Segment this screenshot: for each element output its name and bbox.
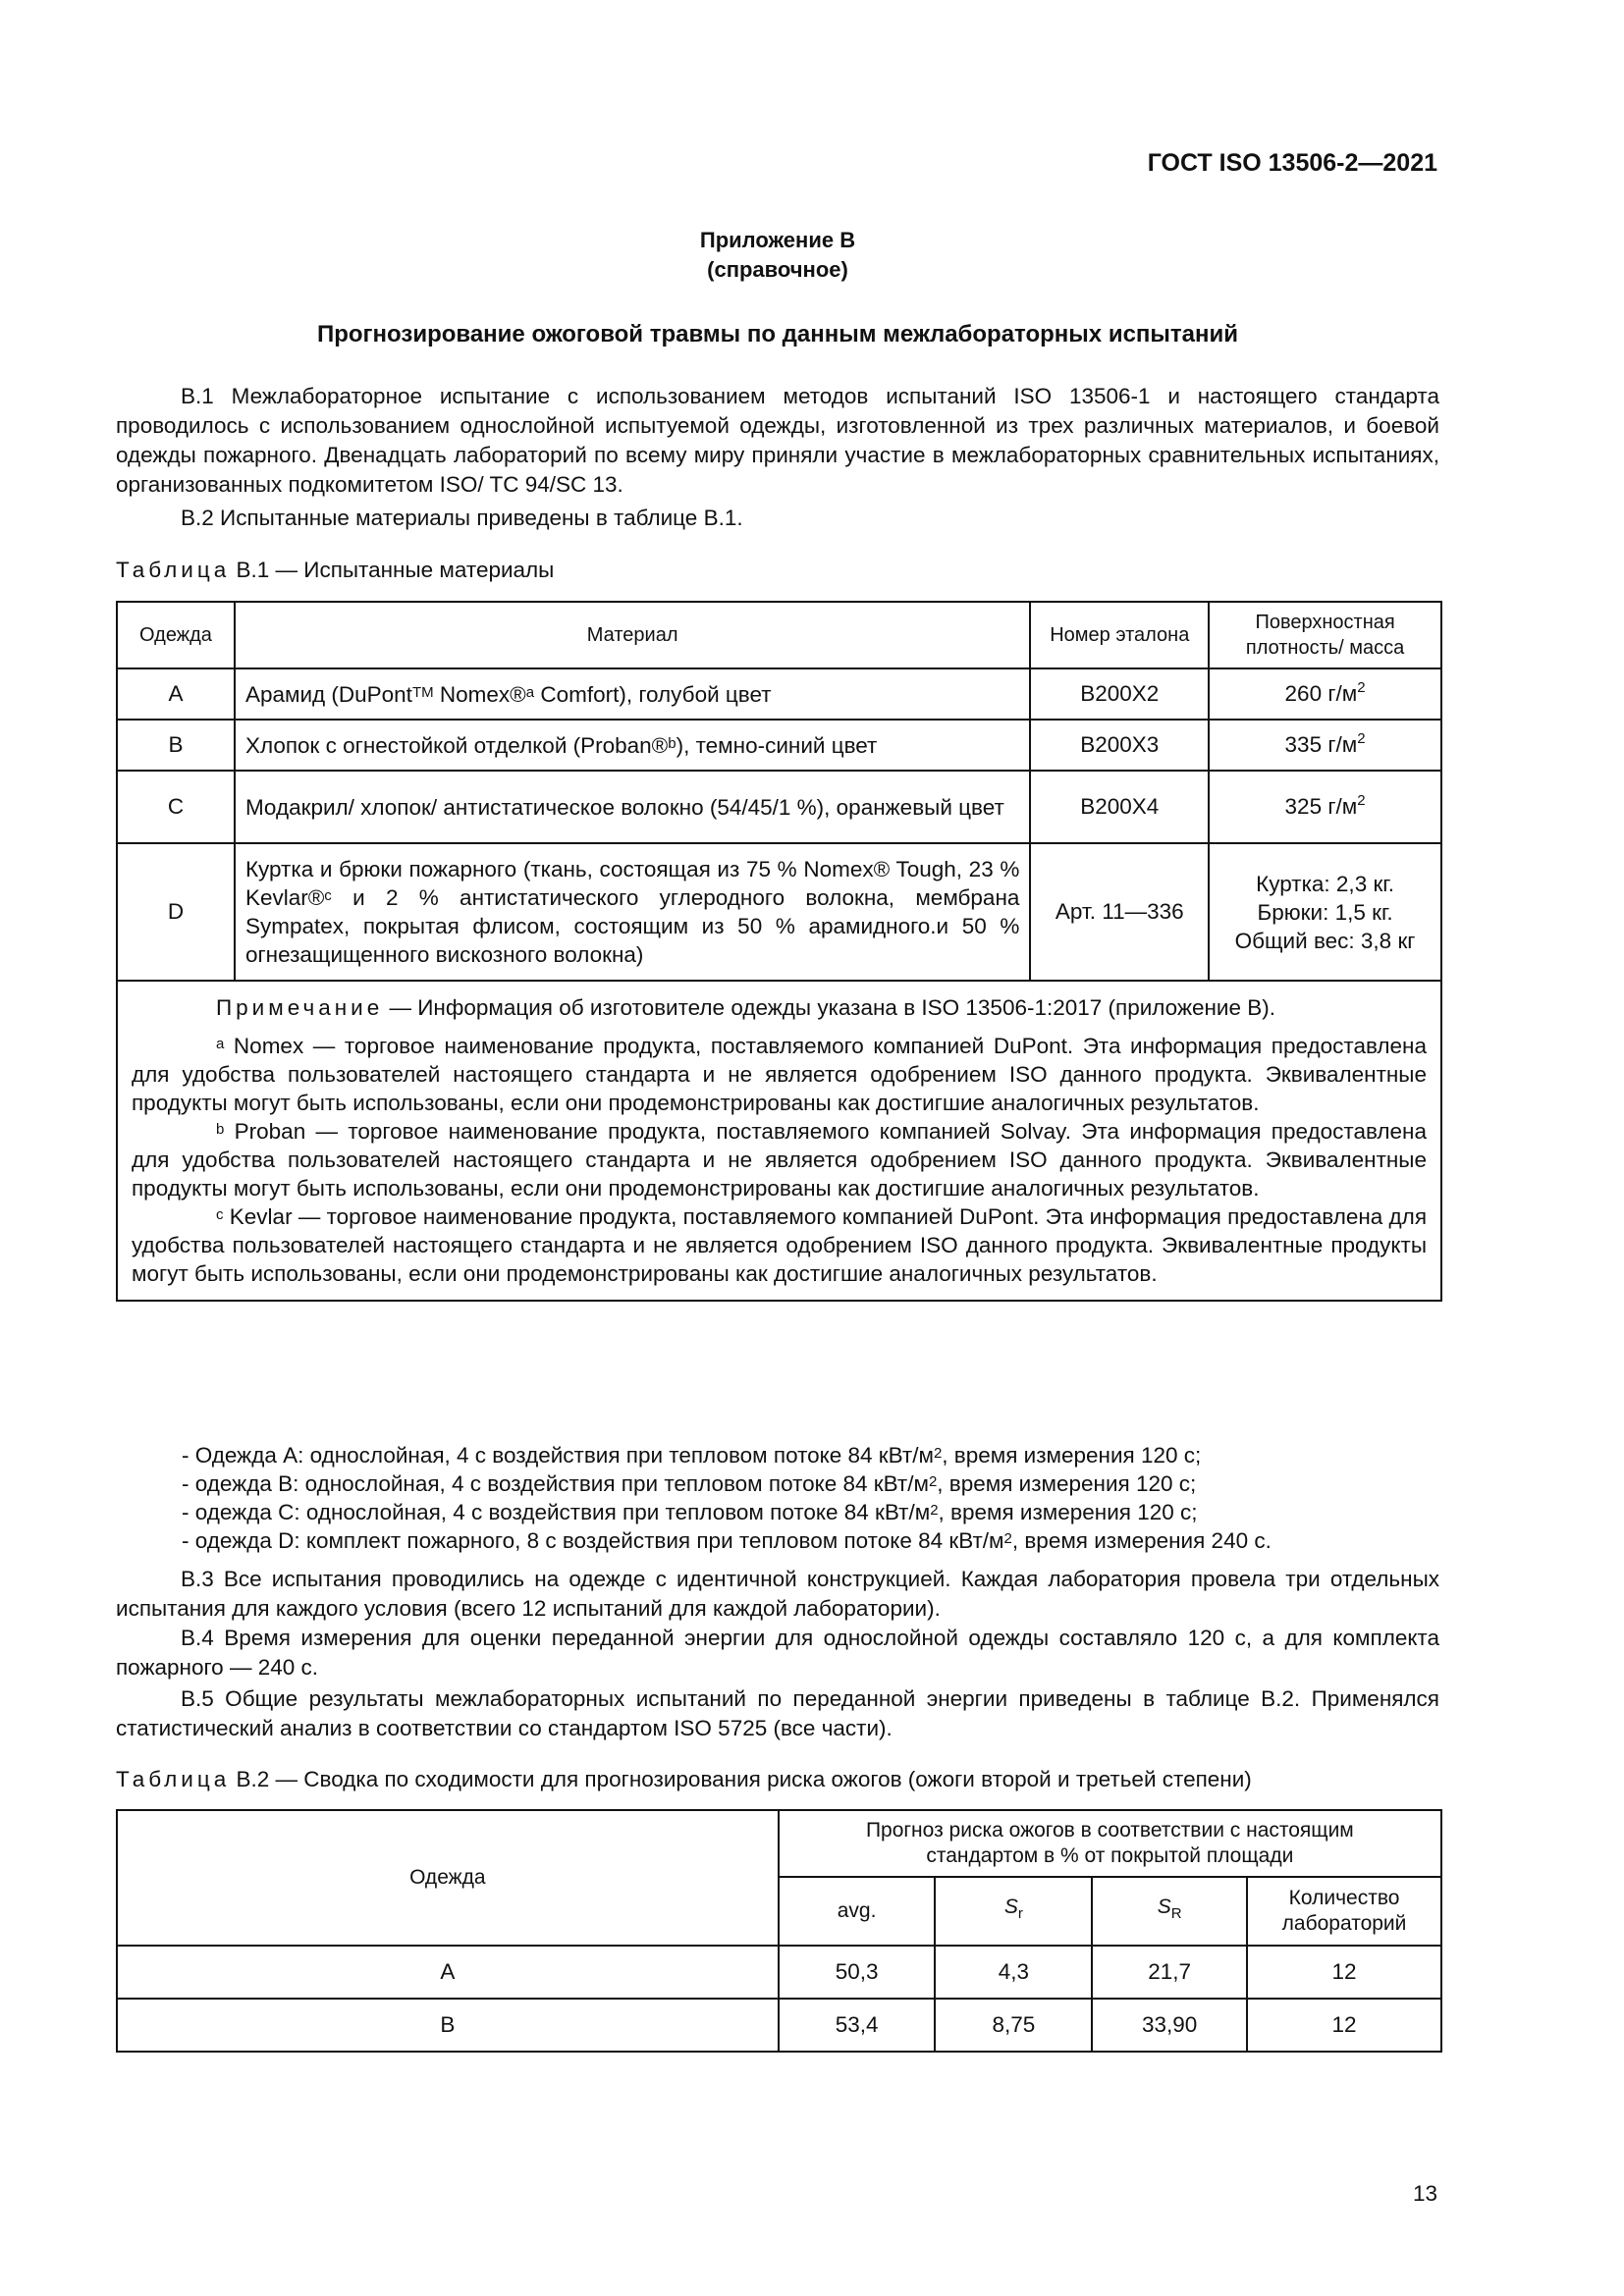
table1-notes-row xyxy=(117,981,1441,1301)
table1-header-row xyxy=(117,602,1441,668)
garment-cell: B xyxy=(117,1999,779,2052)
table-row xyxy=(117,668,1441,720)
material-cell: Арамид (DuPont™ Nomex®$^a$ Comfort), голубой цвет xyxy=(235,668,1030,720)
table-row xyxy=(117,843,1441,981)
table-row xyxy=(117,771,1441,843)
header-density: Поверхностная плотность/ масса xyxy=(1209,602,1441,668)
sr-cell: 8,75 xyxy=(935,1999,1092,2052)
reference-cell: Арт. 11—336 xyxy=(1030,843,1209,981)
list-item: - одежда С: однослойная, 4 с воздействия при тепловом потоке 84 кВт/$м^2$, время измерения 120 с; xyxy=(182,1500,1198,1524)
header-forecast-group: Прогноз риска ожогов в соответствии с настоящим стандартом в % от покрытой площади xyxy=(779,1810,1441,1877)
appendix-subtitle: (справочное) xyxy=(707,257,848,282)
reference-cell: B200X4 xyxy=(1030,771,1209,843)
table-row xyxy=(117,1946,1441,1999)
material-cell: Куртка и брюки пожарного (ткань, состоящая из 75 % Nomex® Tough, 23 % Kevlar®$^c$ и 2 % антистатического углеродного волокна, мембрана Sympatex, покрытая флисом, состоящим из 50 % арамидного.и 50 % огнезащищенного вискозного волокна) xyxy=(235,843,1030,981)
table1-caption: Таблица В.1 — Испытанные материалы xyxy=(116,558,555,582)
avg-cell: 50,3 xyxy=(779,1946,936,1999)
footnote-a: $^a$ Nomex — торговое наименование продукта, поставляемого компанией DuPont. Эта информация предоставлена для удобства пользователей настоящего стандарта и не является одобрением ISO данного продукта. Эквивалентные продукты могут быть использованы, если они продемонстрированы как достигшие аналогичных результатов. xyxy=(132,1034,1427,1115)
paragraph-b3: В.3 Все испытания проводились на одежде с идентичной конструкцией. Каждая лаборатория провела три отдельных испытания для каждого условия (всего 12 испытаний для каждой лаборатории). xyxy=(116,1567,1439,1621)
list-item: - одежда В: однослойная, 4 с воздействия при тепловом потоке 84 кВт/$м^2$, время измерения 120 с; xyxy=(182,1471,1197,1496)
appendix-title: Приложение В xyxy=(699,228,856,252)
table-row xyxy=(117,720,1441,771)
garment-cell: A xyxy=(117,1946,779,1999)
paragraph-b4: В.4 Время измерения для оценки переданной энергии для однослойной одежды составляло 120 с, а для комплекта пожарного — 240 с. xyxy=(116,1626,1439,1680)
garment-code: A xyxy=(117,668,235,720)
header-labs: Количество лабораторий xyxy=(1247,1877,1441,1946)
density-cell: 335 $г/м^2$ xyxy=(1209,720,1441,771)
materials-table xyxy=(116,601,1442,1302)
list-item: - Одежда А: однослойная, 4 с воздействия при тепловом потоке 84 кВт/$м^2$, время измерения 120 с; xyxy=(182,1443,1202,1468)
labs-cell: 12 xyxy=(1247,1999,1441,2052)
appendix-heading: Прогнозирование ожоговой травмы по данным межлабораторных испытаний xyxy=(316,321,1239,347)
test-conditions-list xyxy=(182,1441,1272,1555)
garment-code: D xyxy=(117,843,235,981)
paragraph-b1: В.1 Межлабораторное испытание с использованием методов испытаний ISO 13506-1 и настоящего стандарта проводилось с использованием однослойной испытуемой одежды, изготовленной из трех различных материалов, и боевой одежды пожарного. Двенадцать лабораторий по всему миру приняли участие в межлабораторных сравнительных испытаниях, организованных подкомитетом ISO/ TC 94/SC 13. xyxy=(116,384,1439,497)
SR-cell: 21,7 xyxy=(1092,1946,1247,1999)
reference-cell: B200X3 xyxy=(1030,720,1209,771)
document-code: ГОСТ ISO 13506-2—2021 xyxy=(1147,149,1437,177)
header-garment: Одежда xyxy=(117,1810,779,1946)
burn-risk-table xyxy=(116,1809,1442,2053)
material-cell: Модакрил/ хлопок/ антистатическое волокно (54/45/1 %), оранжевый цвет xyxy=(235,771,1030,843)
page-number: 13 xyxy=(1412,2181,1437,2206)
list-item: - одежда D: комплект пожарного, 8 с воздействия при тепловом потоке 84 кВт/$м^2$, время измерения 240 с. xyxy=(182,1528,1272,1553)
footnote-c: $^c$ Kevlar — торговое наименование продукта, поставляемого компанией DuPont. Эта информация предоставлена для удобства пользователей настоящего стандарта и не является одобрением ISO данного продукта. Эквивалентные продукты могут быть использованы, если они продемонстрированы как достигшие аналогичных результатов. xyxy=(132,1204,1427,1286)
paragraph-b2: В.2 Испытанные материалы приведены в таблице В.1. xyxy=(181,506,743,530)
labs-cell: 12 xyxy=(1247,1946,1441,1999)
density-cell: Куртка: 2,3 кг. Брюки: 1,5 кг. Общий вес: 3,8 кг xyxy=(1209,843,1441,981)
SR-cell: 33,90 xyxy=(1092,1999,1247,2052)
density-cell: 260 $г/м^2$ xyxy=(1209,668,1441,720)
header-material: Материал xyxy=(235,602,1030,668)
header-garment: Одежда xyxy=(117,602,235,668)
header-avg: avg. xyxy=(779,1877,936,1946)
material-cell: Хлопок с огнестойкой отделкой (Proban®$^b$), темно-синий цвет xyxy=(235,720,1030,771)
header-reference: Номер эталона xyxy=(1030,602,1209,668)
header-sr: $S_r$ xyxy=(935,1877,1092,1946)
garment-code: B xyxy=(117,720,235,771)
table-row xyxy=(117,1999,1441,2052)
avg-cell: 53,4 xyxy=(779,1999,936,2052)
garment-code: C xyxy=(117,771,235,843)
sr-cell: 4,3 xyxy=(935,1946,1092,1999)
table1-notes xyxy=(117,981,1441,1301)
reference-cell: B200X2 xyxy=(1030,668,1209,720)
paragraph-b5: В.5 Общие результаты межлабораторных испытаний по переданной энергии приведены в таблице В.2. Применялся статистический анализ в соответствии со стандартом ISO 5725 (все части). xyxy=(116,1686,1439,1740)
table-note: Примечание — Информация об изготовителе одежды указана в ISO 13506-1:2017 (приложение В). xyxy=(216,995,1276,1020)
table2-header-row xyxy=(117,1810,1441,1877)
density-cell: 325 $г/м^2$ xyxy=(1209,771,1441,843)
table2-caption: Таблица В.2 — Сводка по сходимости для прогнозирования риска ожогов (ожоги второй и третьей степени) xyxy=(116,1767,1252,1791)
footnote-b: $^b$ Proban — торговое наименование продукта, поставляемого компанией Solvay. Эта информация предоставлена для удобства пользователей настоящего стандарта и не является одобрением ISO данного продукта. Эквивалентные продукты могут быть использованы, если они продемонстрированы как достигшие аналогичных результатов. xyxy=(132,1119,1427,1201)
header-SR: $S_R$ xyxy=(1092,1877,1247,1946)
